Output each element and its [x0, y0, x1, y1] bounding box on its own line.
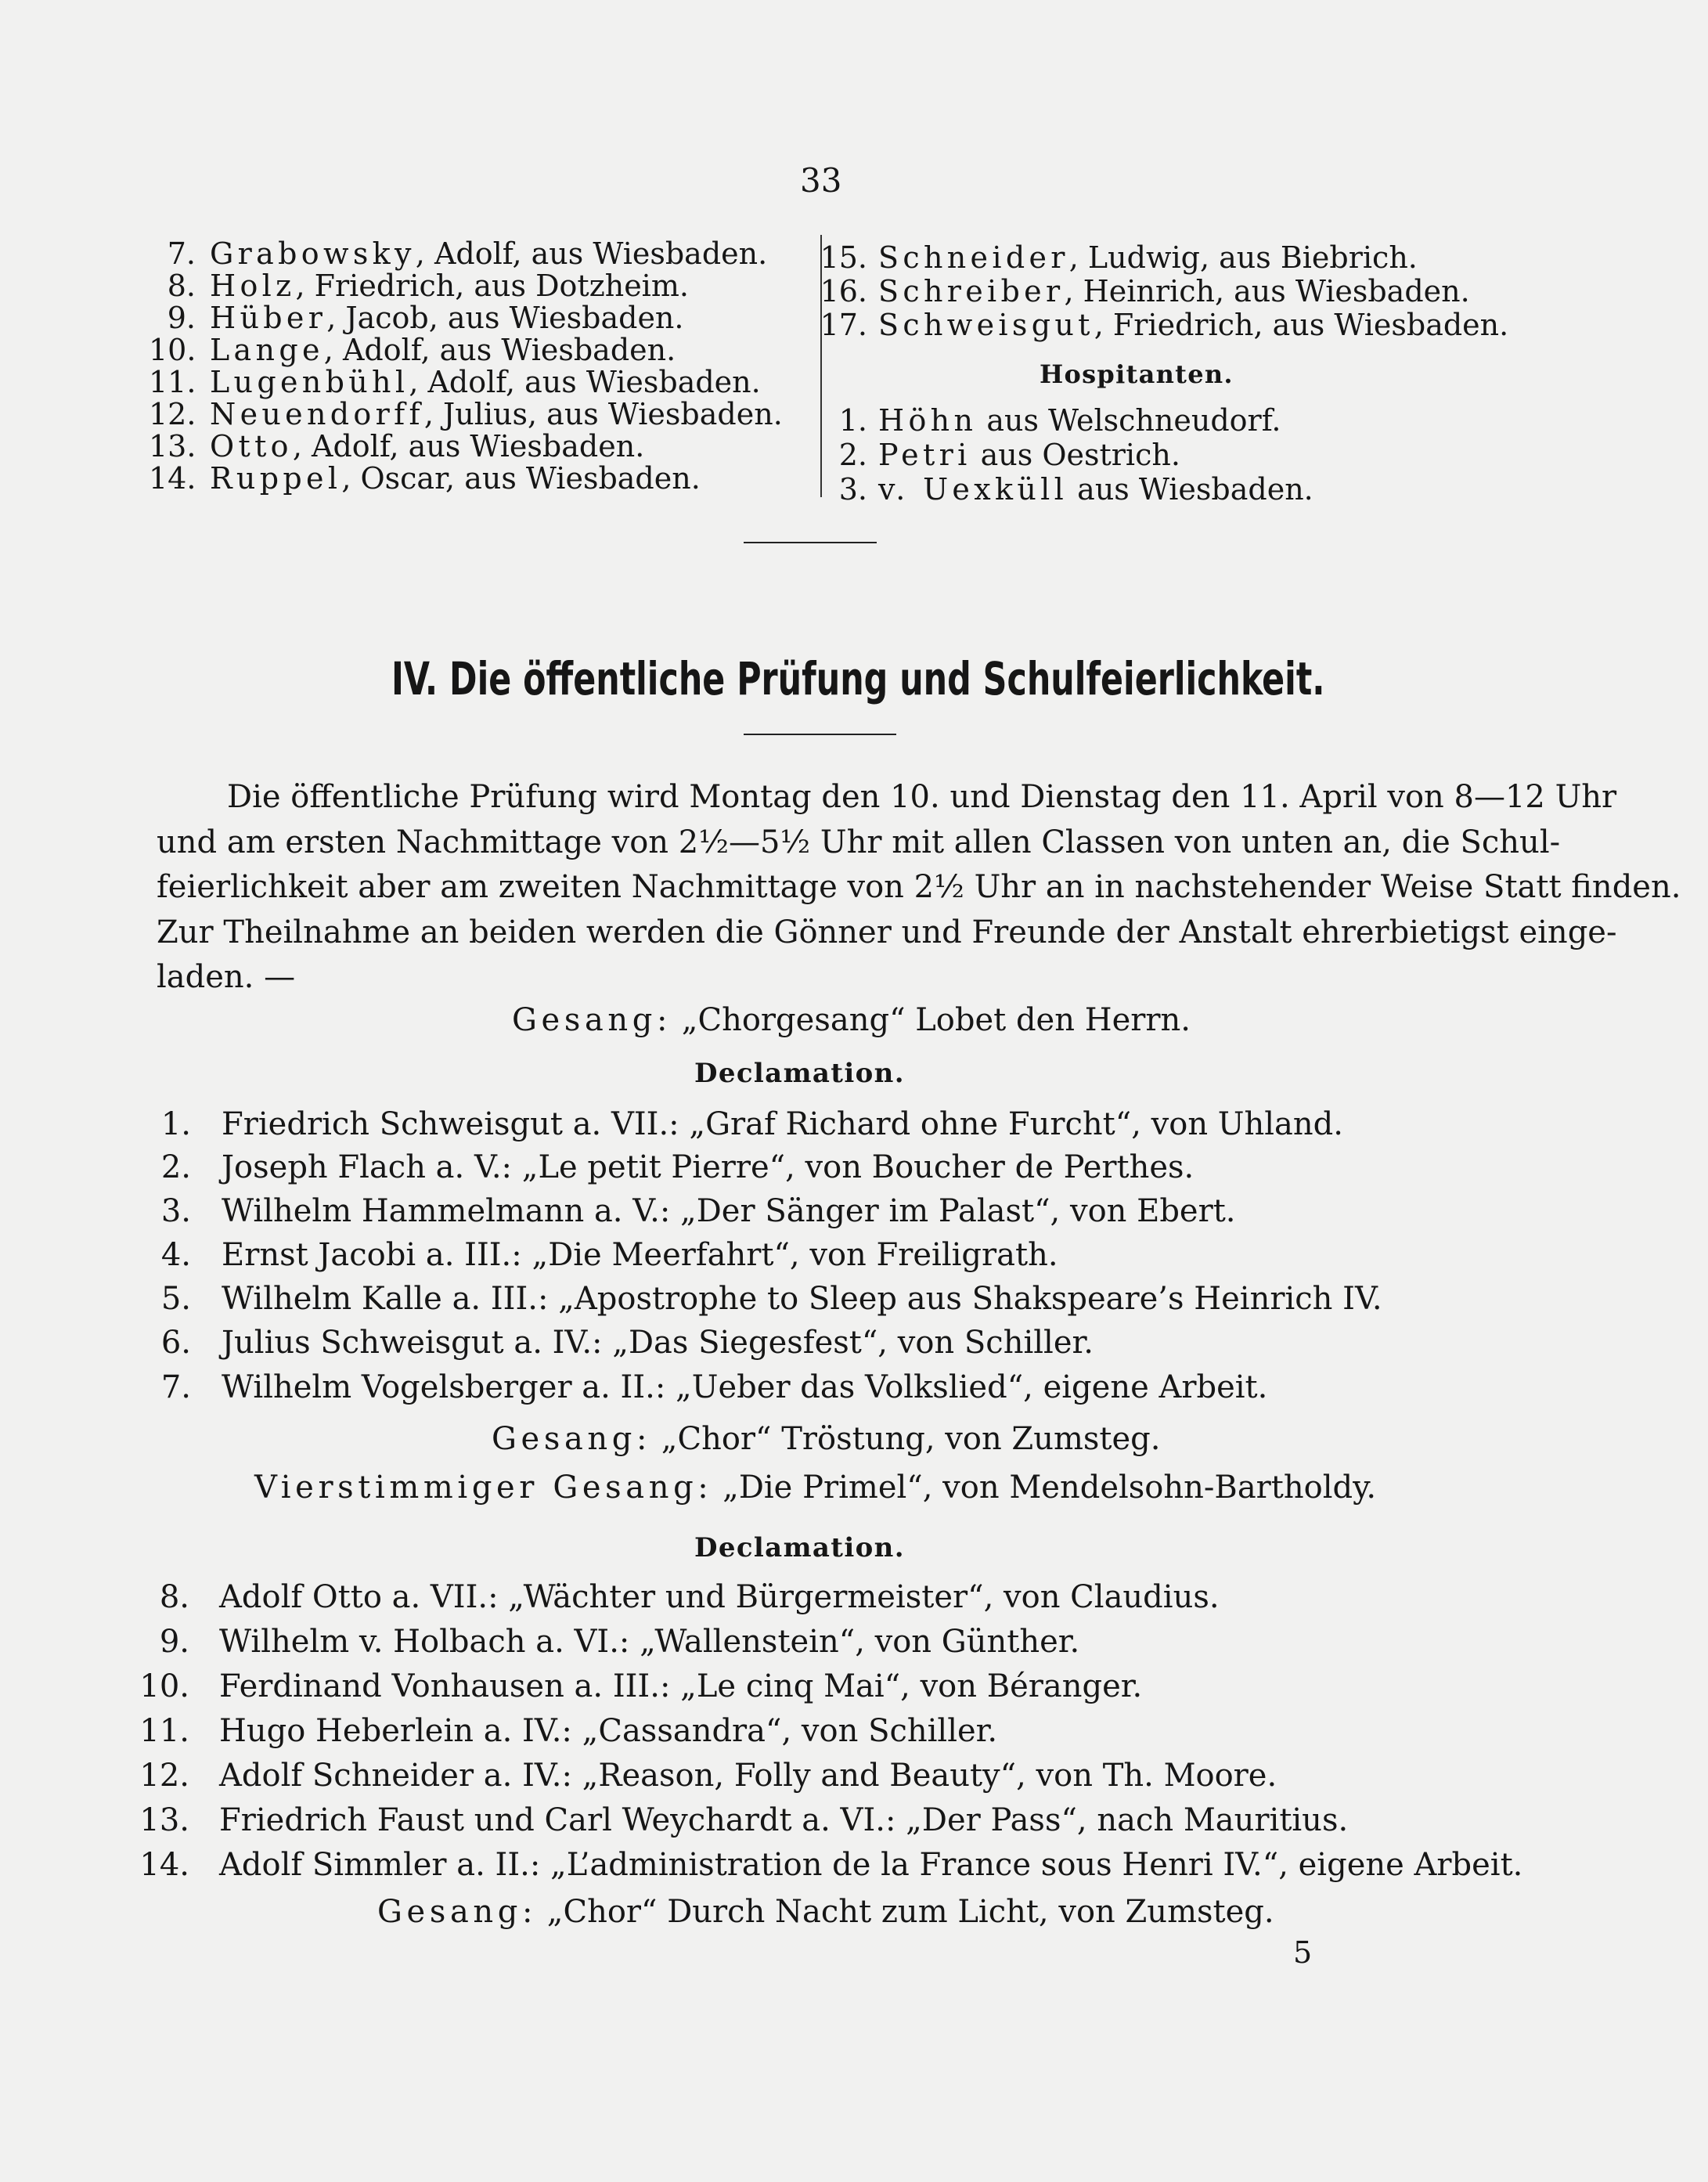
document-page: 33 7. Grabowsky, Adolf, aus Wiesbaden. 8. Holz, Friedrich, aus Dotzheim. 9. Hüber, Jacob, aus Wiesbaden. 10. Lange, Adolf, aus Wiesbaden. 11. Lugenbühl, Adolf, aus Wiesbaden. 12. Neuendorff, Julius, aus Wiesbaden. 13. Otto, Adolf, aus Wiesbaden. 14. Ruppel, Oscar, aus Wiesbaden. 15. Schneider, Ludwig, aus Biebrich. 16. Schreiber, Heinrich, aus Wiesbaden. 17. Schweisgut, Friedrich, aus Wiesbaden. Hospitanten. 1. Höhn aus Welschneudorf. 2. Petri aus Oestrich. 3. v. Uexküll aus Wiesbaden. IV. Die öffentliche Prüfung und Schulfeierlichkeit. Die öffentliche Prüfung wird Montag den 10. und Dienstag den 11. April von 8—12 Uhr und am ersten Nachmittage von 2½—5½ Uhr mit allen Classen von unten an, die Schul- feierlichkeit aber am zweiten Nachmittage von 2½ Uhr an in nachstehender Weise Statt finden. Zur Theilnahme an beiden werden die Gönner und Freunde der Anstalt ehrerbietigst einge- laden. — Gesang: „Chorgesang“ Lobet den Herrn. Declamation. 1. Friedrich Schweisgut a. VII.: „Graf Richard ohne Furcht“, von Uhland. 2. Joseph Flach a. V.: „Le petit Pierre“, von Boucher de Perthes. 3. Wilhelm Hammelmann a. V.: „Der Sänger im Palast“, von Ebert. 4. Ernst Jacobi a. III.: „Die Meerfahrt“, von Freiligrath. 5. Wilhelm Kalle a. III.: „Apostrophe to Sleep aus Shakspeare’s Heinrich IV. 6. Julius Schweisgut a. IV.: „Das Siegesfest“, von Schiller. 7. Wilhelm Vogelsberger a. II.: „Ueber das Volkslied“, eigene Arbeit. Gesang: „Chor“ Tröstung, von Zumsteg. Vierstimmiger Gesang: „Die Primel“, von Mendelsohn-Bartholdy. Declamation. 8. Adolf Otto a. VII.: „Wächter und Bürgermeister“, von Claudius. 9. Wilhelm v. Holbach a. VI.: „Wallenstein“, von Günther. 10. Ferdinand Vonhausen a. III.: „Le cinq Mai“, von Béranger. 11. Hugo Heberlein a. IV.: „Cassandra“, von Schiller. 12. Adolf Schneider a. IV.: „Reason, Folly and Beauty“, von Th. Moore. 13. Friedrich Faust und Carl Weychardt a. VI.: „Der Pass“, nach Mauritius. 14. Adolf Simmler a. II.: „L’administration de la France sous Henri IV.“, eigene Arbeit. Gesang: „Chor“ Durch Nacht zum Licht, von Zumsteg. 5	[0, 0, 1708, 2182]
list-item: 8. Holz, Friedrich, aus Dotzheim.	[167, 269, 689, 303]
list-item: 11. Lugenbühl, Adolf, aus Wiesbaden.	[149, 365, 761, 399]
page-number: 33	[800, 161, 842, 200]
list-item: 17. Schweisgut, Friedrich, aus Wiesbaden.	[820, 308, 1509, 342]
song-line: Gesang: „Chor“ Durch Nacht zum Licht, von Zumsteg.	[377, 1894, 1274, 1930]
signature-mark: 5	[1293, 1935, 1313, 1970]
list-item: 9. Hüber, Jacob, aus Wiesbaden.	[167, 301, 684, 335]
song-line: Vierstimmiger Gesang: „Die Primel“, von Mendelsohn-Bartholdy.	[254, 1470, 1377, 1506]
declamation-heading: Declamation.	[694, 1058, 905, 1089]
section-divider	[744, 542, 877, 543]
list-item: 16. Schreiber, Heinrich, aus Wiesbaden.	[820, 274, 1470, 308]
list-item: 14. Ruppel, Oscar, aus Wiesbaden.	[149, 461, 701, 496]
section-title: IV. Die öffentliche Prüfung und Schulfeierlichkeit.	[391, 652, 1325, 705]
list-item: 12. Neuendorff, Julius, aus Wiesbaden.	[149, 397, 783, 431]
list-item: 2. Petri aus Oestrich.	[838, 438, 1180, 472]
list-item: 7. Grabowsky, Adolf, aus Wiesbaden.	[167, 236, 768, 271]
list-item: 13. Otto, Adolf, aus Wiesbaden.	[149, 429, 645, 463]
title-underline	[744, 734, 896, 735]
declamation-heading: Declamation.	[694, 1532, 905, 1563]
list-item: 3. v. Uexküll aus Wiesbaden.	[838, 472, 1313, 507]
list-item: 1. Höhn aus Welschneudorf.	[838, 403, 1281, 438]
song-line: Gesang: „Chor“ Tröstung, von Zumsteg.	[492, 1421, 1161, 1457]
list-item: 15. Schneider, Ludwig, aus Biebrich.	[820, 240, 1418, 275]
hospitanten-heading: Hospitanten.	[1040, 359, 1234, 389]
song-line: Gesang: „Chorgesang“ Lobet den Herrn.	[512, 1002, 1191, 1038]
intro-paragraph: Die öffentliche Prüfung wird Montag den 10. und Dienstag den 11. April von 8—12 Uhr und am ersten Nachmittage von 2½—5½ Uhr mit allen Classen von unten an, die Schul- feierlichkeit aber am zweiten Nachmittage von 2½ Uhr an in nachstehender Weise Statt finden. Zur Theilnahme an beiden werden die Gönner und Freunde der Anstalt ehrerbietigst einge- laden. —	[157, 779, 1681, 995]
list-item: 10. Lange, Adolf, aus Wiesbaden.	[149, 333, 676, 367]
